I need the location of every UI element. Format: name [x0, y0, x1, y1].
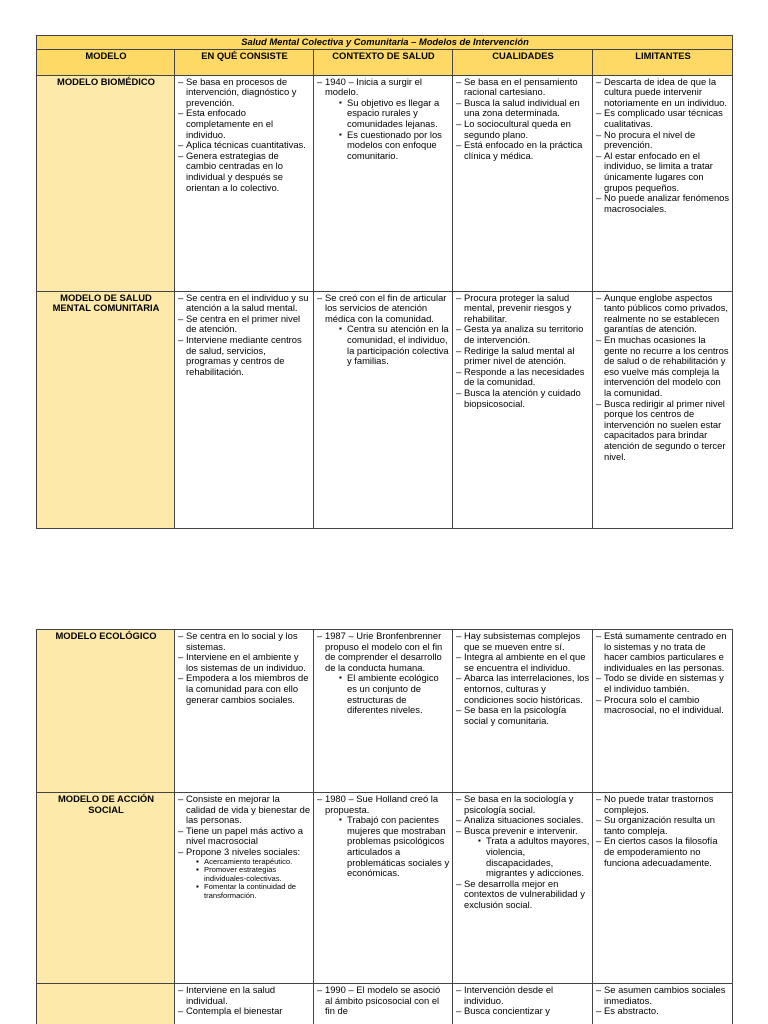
models-table-1	[36, 35, 733, 529]
list-item: – No puede tratar trastornos complejos.	[596, 794, 730, 815]
list-item: – Propone 3 niveles sociales:	[178, 847, 311, 858]
list-item: – Integra al ambiente en el que se encuentra el individuo.	[456, 652, 590, 673]
list-item: – Está enfocado en la práctica clínica y médica.	[456, 140, 590, 161]
list-item: ▪ Es cuestionado por los modelos con enfoque comunitario.	[339, 130, 450, 162]
table-row	[37, 793, 733, 984]
limitantes-cell	[593, 291, 733, 528]
list-item: – Procura solo el cambio macrosocial, no el individual.	[596, 695, 730, 716]
list-item: – Consiste en mejorar la calidad de vida y bienestar de las personas.	[178, 794, 311, 826]
list-item: – 1940 – Inicia a surgir el modelo.	[317, 77, 450, 98]
header-contexto-de-salud: CONTEXTO DE SALUD	[314, 49, 453, 75]
list-item: – Busca prevenir e intervenir.	[456, 826, 590, 837]
list-item: – Tiene un papel más activo a nivel macrosocial	[178, 826, 311, 847]
consiste-cell	[175, 793, 314, 984]
list-item: – 1990 – El modelo se asoció al ámbito psicosocial con el fin de	[317, 985, 450, 1017]
list-item: – No procura el nivel de prevención.	[596, 130, 730, 151]
list-item: – Busca redirigir al primer nivel porque los centros de intervención no suelen estar capacitados para brindar atención de segundo o tercer nivel.	[596, 399, 730, 463]
models-table-2	[36, 629, 733, 1024]
list-item: – 1987 – Urie Bronfenbrenner propuso el modelo con el fin de comprender el desarrollo de la conducta humana.	[317, 631, 450, 673]
list-item: – Aplica técnicas cuantitativas.	[178, 140, 311, 151]
list-item: – Se basa en la psicología social y comunitaria.	[456, 705, 590, 726]
list-item: – Genera estrategias de cambio centradas en lo individual y después se orientan a lo colectivo.	[178, 151, 311, 193]
table-title: Salud Mental Colectiva y Comunitaria – Modelos de Intervención	[37, 36, 733, 50]
list-item: – Gesta ya analiza su territorio de intervención.	[456, 324, 590, 345]
contexto-cell	[314, 630, 453, 793]
header-cualidades: CUALIDADES	[453, 49, 593, 75]
limitantes-cell	[593, 984, 733, 1024]
list-item: – Responde a las necesidades de la comunidad.	[456, 367, 590, 388]
list-item: ▪ Acercamiento terapéutico.	[196, 858, 311, 867]
table-row	[37, 630, 733, 793]
list-item: ▪ Trata a adultos mayores, violencia, discapacidades, migrantes y adicciones.	[478, 836, 590, 878]
list-item: – Interviene mediante centros de salud, servicios, programas y centros de rehabilitación.	[178, 335, 311, 377]
list-item: – En muchas ocasiones la gente no recurre a los centros de salud o de rehabilitación y eso vuelve más compleja la intervención del modelo con la comunidad.	[596, 335, 730, 399]
list-item: ▪ Su objetivo es llegar a espacio rurales y comunidades lejanas.	[339, 98, 450, 130]
contexto-cell	[314, 75, 453, 291]
consiste-cell	[175, 984, 314, 1024]
list-item: ▪ Fomentar la continuidad de transformación.	[196, 883, 311, 900]
list-item: – Analiza situaciones sociales.	[456, 815, 590, 826]
cualidades-cell	[453, 75, 593, 291]
list-item: – Es abstracto.	[596, 1006, 730, 1017]
limitantes-cell	[593, 630, 733, 793]
list-item: – Se basa en procesos de intervención, diagnóstico y prevención.	[178, 77, 311, 109]
list-item: – Procura proteger la salud mental, prevenir riesgos y rehabilitar.	[456, 293, 590, 325]
list-item: – Se centra en lo social y los sistemas.	[178, 631, 311, 652]
list-item: – Contempla el bienestar	[178, 1006, 311, 1017]
model-name: MODELO ECOLÓGICO	[37, 630, 175, 793]
list-item: ▪ Centra su atención en la comunidad, el individuo, la participación colectiva y familias.	[339, 324, 450, 366]
model-name	[37, 984, 175, 1024]
list-item: – Abarca las interrelaciones, los entornos, culturas y condiciones socio históricas.	[456, 673, 590, 705]
list-item: – En ciertos casos la filosofía de empoderamiento no funciona adecuadamente.	[596, 836, 730, 868]
list-item: – Al estar enfocado en el individuo, se limita a tratar únicamente lugares con grupos pequeños.	[596, 151, 730, 193]
list-item: – Se centra en el primer nivel de atención.	[178, 314, 311, 335]
list-item: – Redirige la salud mental al primer nivel de atención.	[456, 346, 590, 367]
list-item: – 1980 – Sue Holland creó la propuesta.	[317, 794, 450, 815]
list-item: – Descarta de idea de que la cultura puede intervenir notoriamente en un individuo.	[596, 77, 730, 109]
cualidades-cell	[453, 630, 593, 793]
list-item: ▪ Promover estrategias individuales-colectivas.	[196, 866, 311, 883]
list-item: – Su organización resulta un tanto compleja.	[596, 815, 730, 836]
list-item: – Es complicado usar técnicas cualitativas.	[596, 108, 730, 129]
list-item: – Interviene en la salud individual.	[178, 985, 311, 1006]
list-item: – Todo se divide en sistemas y el individuo también.	[596, 673, 730, 694]
list-item: – Se basa en la sociología y psicología social.	[456, 794, 590, 815]
list-item: ▪ El ambiente ecológico es un conjunto de estructuras de diferentes niveles.	[339, 673, 450, 715]
consiste-cell	[175, 291, 314, 528]
cualidades-cell	[453, 291, 593, 528]
list-item: – Está sumamente centrado en lo sistemas y no trata de hacer cambios particulares e individuales en las personas.	[596, 631, 730, 673]
list-item: – Busca concientizar y	[456, 1006, 590, 1017]
list-item: – No puede analizar fenómenos macrosociales.	[596, 193, 730, 214]
contexto-cell	[314, 291, 453, 528]
cualidades-cell	[453, 793, 593, 984]
cualidades-cell	[453, 984, 593, 1024]
list-item: – Interviene en el ambiente y los sistemas de un individuo.	[178, 652, 311, 673]
table-row	[37, 291, 733, 528]
header-en-que-consiste: EN QUÉ CONSISTE	[175, 49, 314, 75]
model-name: MODELO DE ACCIÓN SOCIAL	[37, 793, 175, 984]
list-item: – Se creó con el fin de articular los servicios de atención médica con la comunidad.	[317, 293, 450, 325]
consiste-cell	[175, 630, 314, 793]
list-item: – Hay subsistemas complejos que se mueven entre sí.	[456, 631, 590, 652]
header-modelo: MODELO	[37, 49, 175, 75]
list-item: – Esta enfocado completamente en el individuo.	[178, 108, 311, 140]
table-row	[37, 75, 733, 291]
header-limitantes: LIMITANTES	[593, 49, 733, 75]
list-item: – Aunque englobe aspectos tanto públicos como privados, realmente no se establecen garantías de atención.	[596, 293, 730, 335]
limitantes-cell	[593, 793, 733, 984]
list-item: ▪ Trabajó con pacientes mujeres que mostraban problemas psicológicos articulados a problemáticas sociales y económicas.	[339, 815, 450, 879]
list-item: – Se desarrolla mejor en contextos de vulnerabilidad y exclusión social.	[456, 879, 590, 911]
limitantes-cell	[593, 75, 733, 291]
list-item: – Empodera a los miembros de la comunidad para con ello generar cambios sociales.	[178, 673, 311, 705]
contexto-cell	[314, 793, 453, 984]
model-name: MODELO DE SALUD MENTAL COMUNITARIA	[37, 291, 175, 528]
consiste-cell	[175, 75, 314, 291]
list-item: – Busca la salud individual en una zona determinada.	[456, 98, 590, 119]
list-item: – Busca la atención y cuidado biopsicosocial.	[456, 388, 590, 409]
list-item: – Intervención desde el individuo.	[456, 985, 590, 1006]
list-item: – Se centra en el individuo y su atención a la salud mental.	[178, 293, 311, 314]
list-item: – Lo sociocultural queda en segundo plano.	[456, 119, 590, 140]
model-name: MODELO BIOMÉDICO	[37, 75, 175, 291]
table-row	[37, 984, 733, 1024]
list-item: – Se asumen cambios sociales inmediatos.	[596, 985, 730, 1006]
contexto-cell	[314, 984, 453, 1024]
list-item: – Se basa en el pensamiento racional cartesiano.	[456, 77, 590, 98]
